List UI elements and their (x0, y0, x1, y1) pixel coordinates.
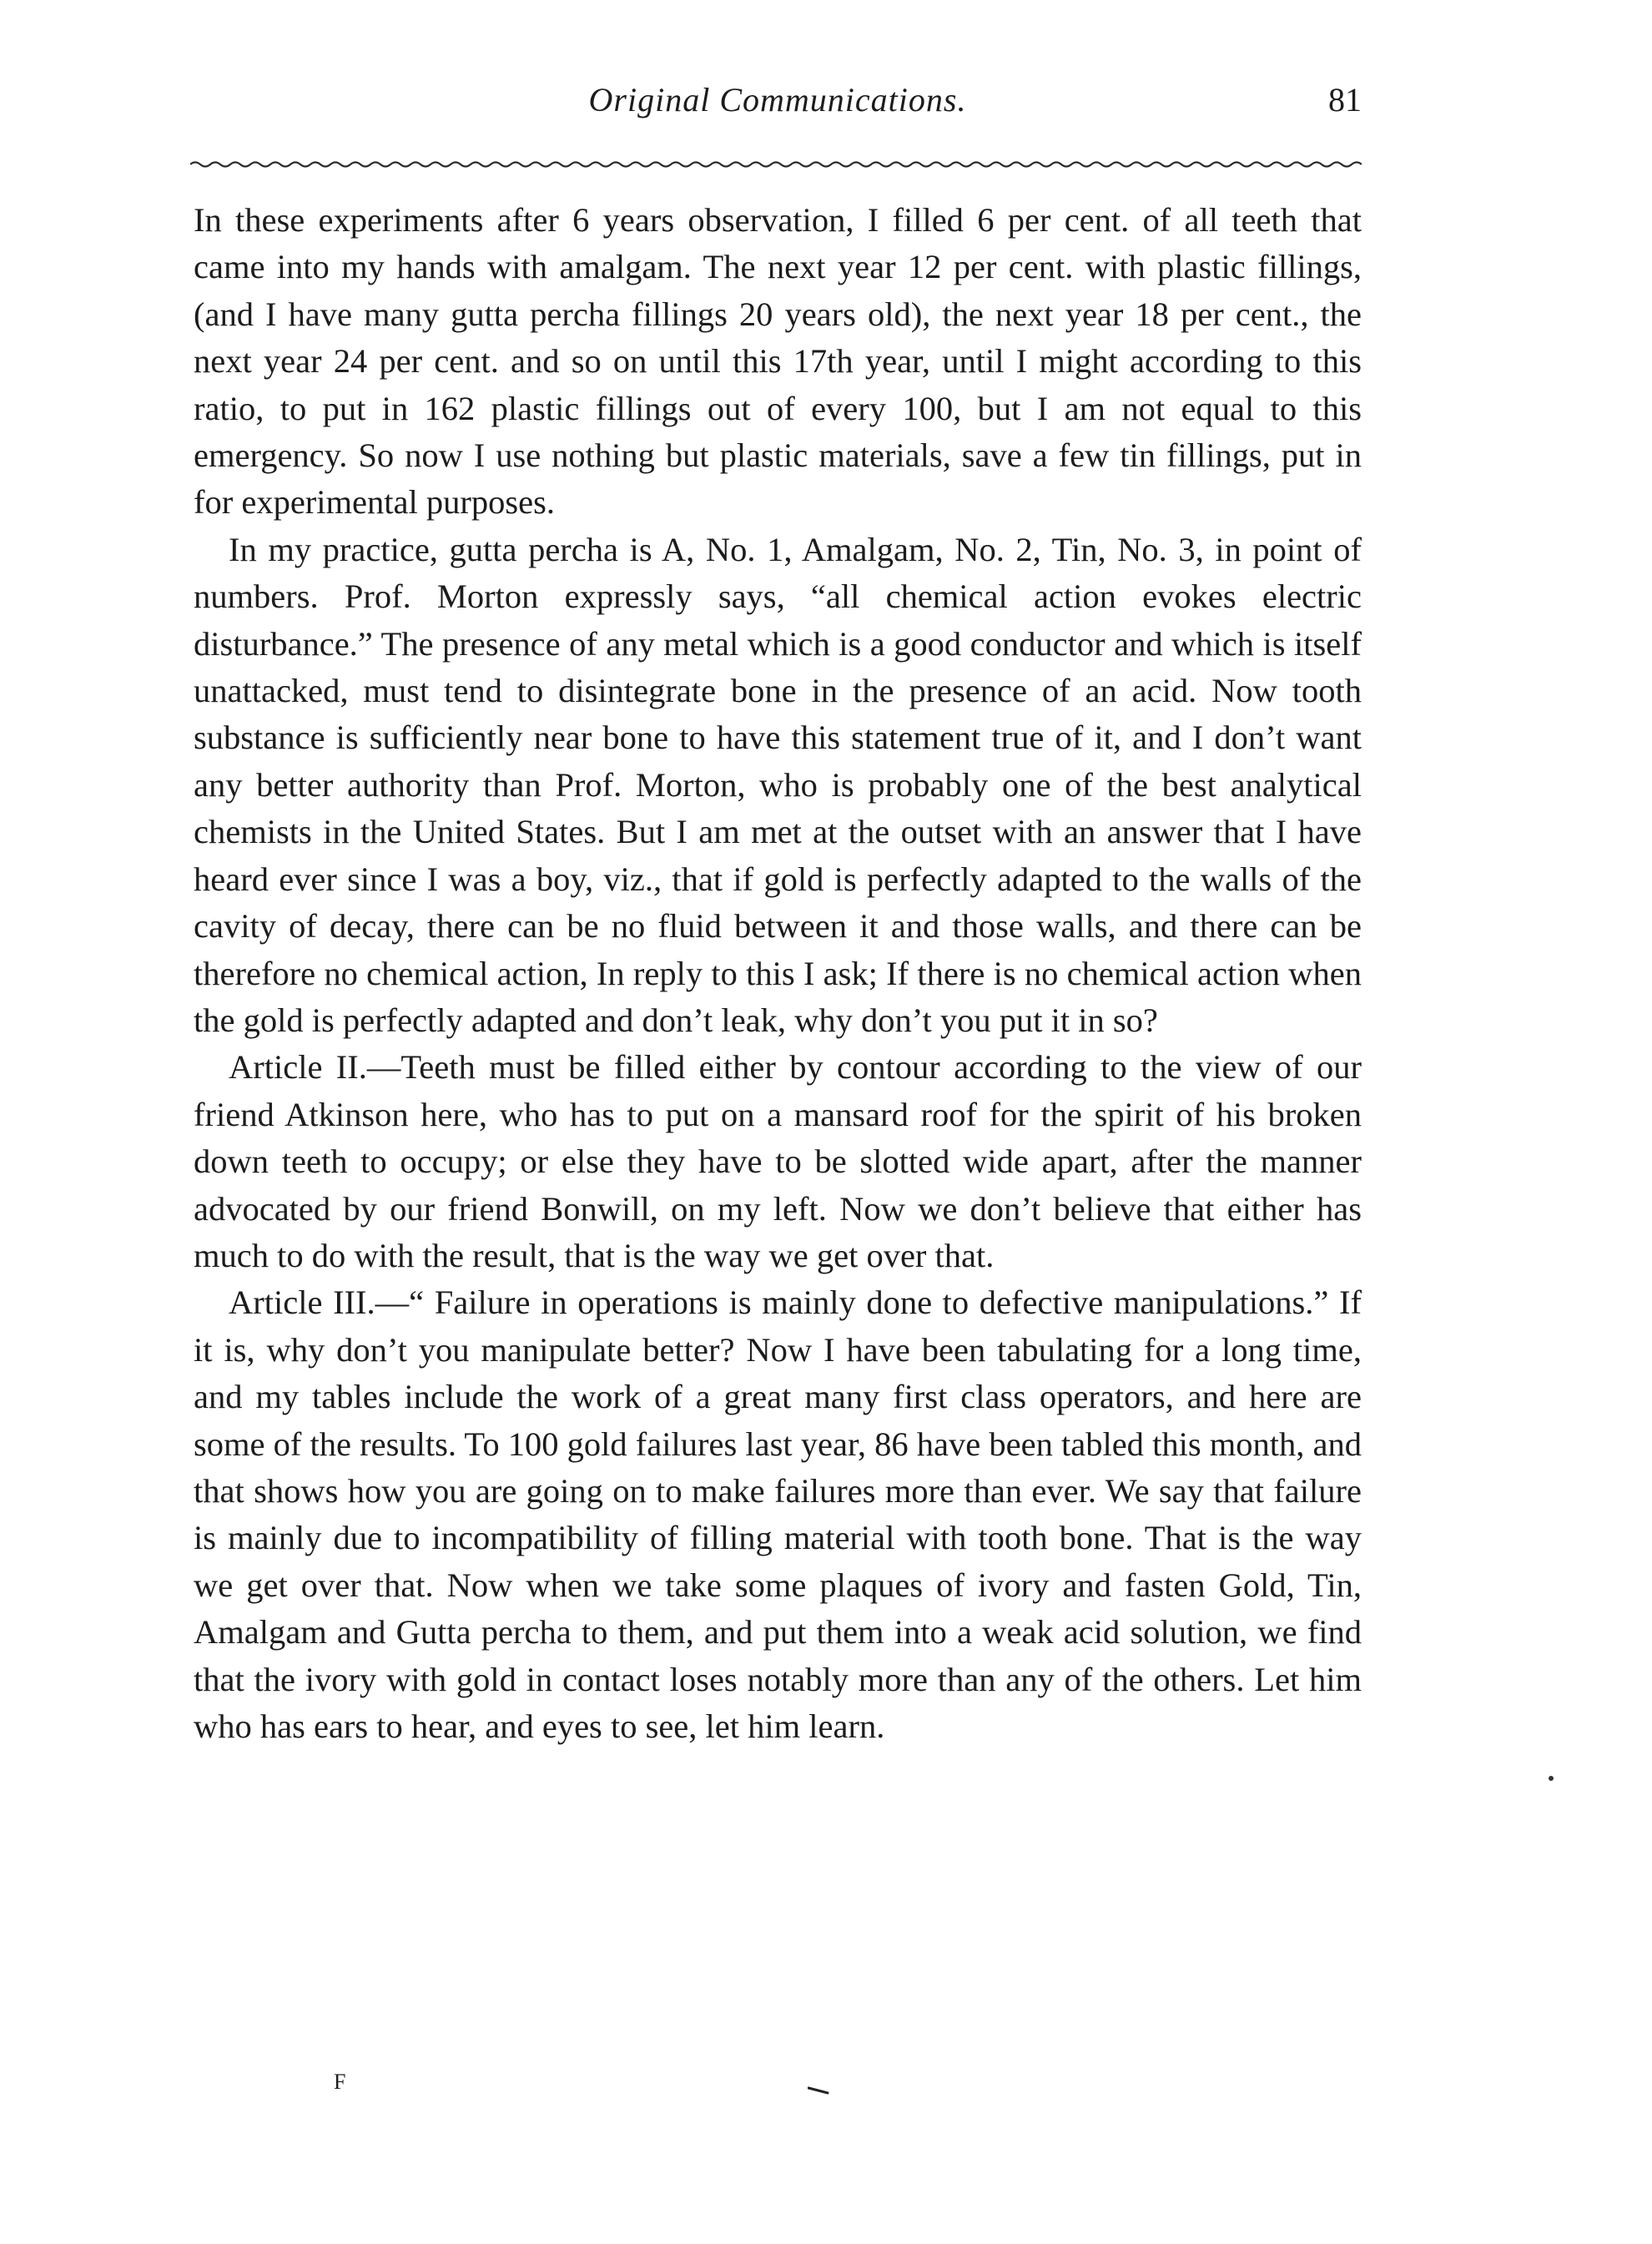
paragraph-article-ii: Article II.—Teeth must be filled either by contour according to the view of our friend Atkinson here, who has to put on a mansard roof for the spirit of his broken down teeth to occupy; or else they have to be slotted wide apart, after the manner advocated by our friend Bonwill, on my left. Now we don’t believe that either has much to do with the result, that is the way we get over that. (194, 1048, 1362, 1274)
running-head (194, 80, 1362, 130)
stray-ink-mark (808, 2086, 829, 2095)
margin-speck (1549, 1776, 1554, 1781)
paragraph-article-iii: Article III.—“ Failure in operations is mainly done to defective manipulations.” If it is, why don’t you manipulate better? Now I have been tabulating for a long time, and my tables include the work of a great many first class operators, and here are some of the results. To 100 gold failures last year, 86 have been tabled this month, and that shows how you are going on to make failures more than ever. We say that failure is mainly due to incompatibility of filling material with tooth bone. That is the way we get over that. Now when we take some plaques of ivory and fasten Gold, Tin, Amalgam and Gutta percha to them, and put them into a weak acid solution, we find that the ivory with gold in contact loses notably more than any of the others. Let him who has ears to hear, and eyes to see, let him learn. (194, 1283, 1362, 1745)
paragraph-experiments: In these experiments after 6 years observation, I filled 6 per cent. of all teeth that came into my hands with amalgam. The next year 12 per cent. with plastic fillings, (and I have many gutta percha fillings 20 years old), the next year 18 per cent., the next year 24 per cent. and so on until this 17th year, until I might according to this ratio, to put in 162 plastic fillings out of every 100, but I am not equal to this emergency. So now I use nothing but plastic materials, save a few tin fillings, put in for experimental purposes. (194, 201, 1362, 522)
wavy-header-rule (190, 159, 1362, 170)
article-body (194, 197, 1362, 1750)
running-head-title: Original Communications. (588, 81, 967, 119)
signature-mark: F (334, 2070, 346, 2094)
page-number: 81 (1328, 81, 1362, 119)
paragraph-practice: In my practice, gutta percha is A, No. 1, Amalgam, No. 2, Tin, No. 3, in point of numbers. Prof. Morton expressly says, “all chemical action evokes electric disturbance.” The presence of any metal which is a good conductor and which is itself unattacked, must tend to disintegrate bone in the presence of an acid. Now tooth substance is sufficiently near bone to have this statement true of it, and I don’t want any better authority than Prof. Morton, who is probably one of the best analytical chemists in the United States. But I am met at the outset with an answer that I have heard ever since I was a boy, viz., that if gold is perfectly adapted to the walls of the cavity of decay, there can be no fluid between it and those walls, and there can be therefore no chemical action, In reply to this I ask; If there is no chemical action when the gold is perfectly adapted and don’t leak, why don’t you put it in so? (194, 530, 1362, 1039)
